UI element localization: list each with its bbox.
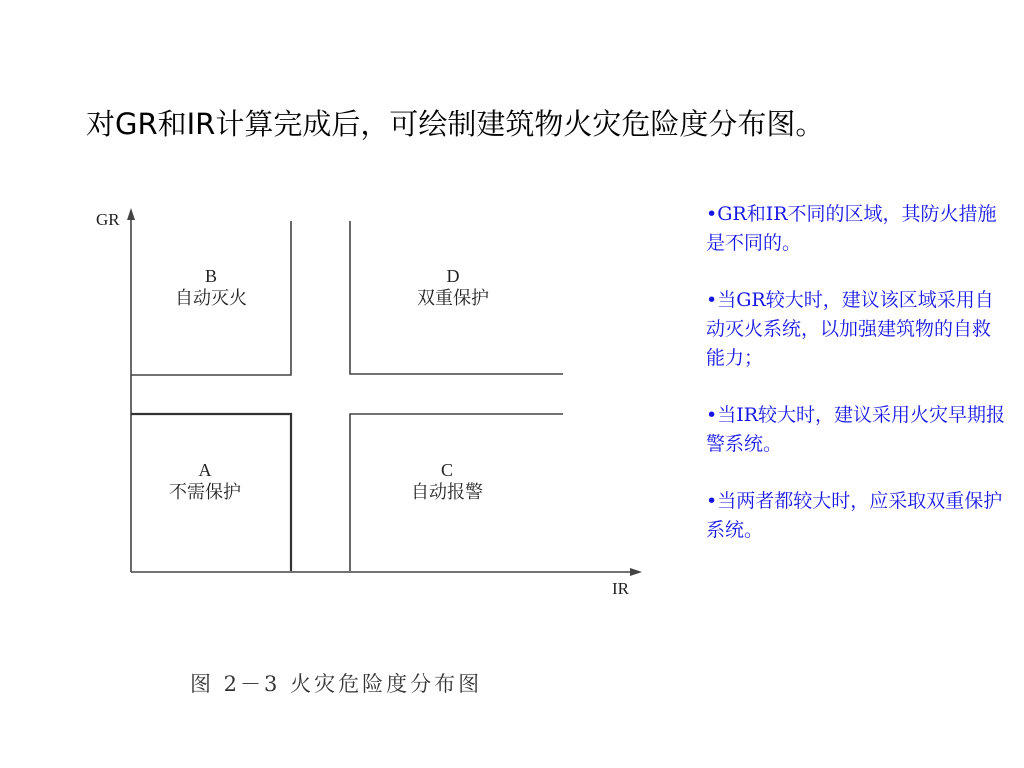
notes-panel [706,200,1006,573]
quadrant-d [373,265,533,311]
x-axis-arrow-icon [630,568,642,576]
figure-caption: 图 2－3 火灾危险度分布图 [190,672,483,696]
note-item: •GR和IR不同的区域，其防火措施是不同的。 [706,203,997,254]
quadrant-b [131,265,291,311]
quadrant-c [367,459,527,505]
y-axis-label: GR [96,210,120,229]
note-item: •当IR较大时，建议采用火灾早期报警系统。 [706,404,1006,455]
note-item: •当两者都较大时，应采取双重保护系统。 [706,490,1003,541]
slide-title: 对GR和IR计算完成后，可绘制建筑物火灾危险度分布图。 [86,107,825,141]
quadrant-b-name: 自动灭火 [175,288,247,309]
quadrant-a-name: 不需保护 [169,482,241,503]
quadrant-b-letter: B [204,266,217,286]
quadrant-a [125,459,285,505]
quadrant-c-name: 自动报警 [411,482,483,503]
x-axis-label: IR [612,579,629,598]
quadrant-d-letter: D [446,266,460,286]
note-item: •当GR较大时，建议该区域采用自动灭火系统，以加强建筑物的自救能力； [706,289,994,369]
quadrant-c-letter: C [440,460,453,480]
quadrant-a-letter: A [198,460,212,480]
quadrant-d-name: 双重保护 [417,288,489,309]
y-axis-arrow-icon [127,208,135,220]
